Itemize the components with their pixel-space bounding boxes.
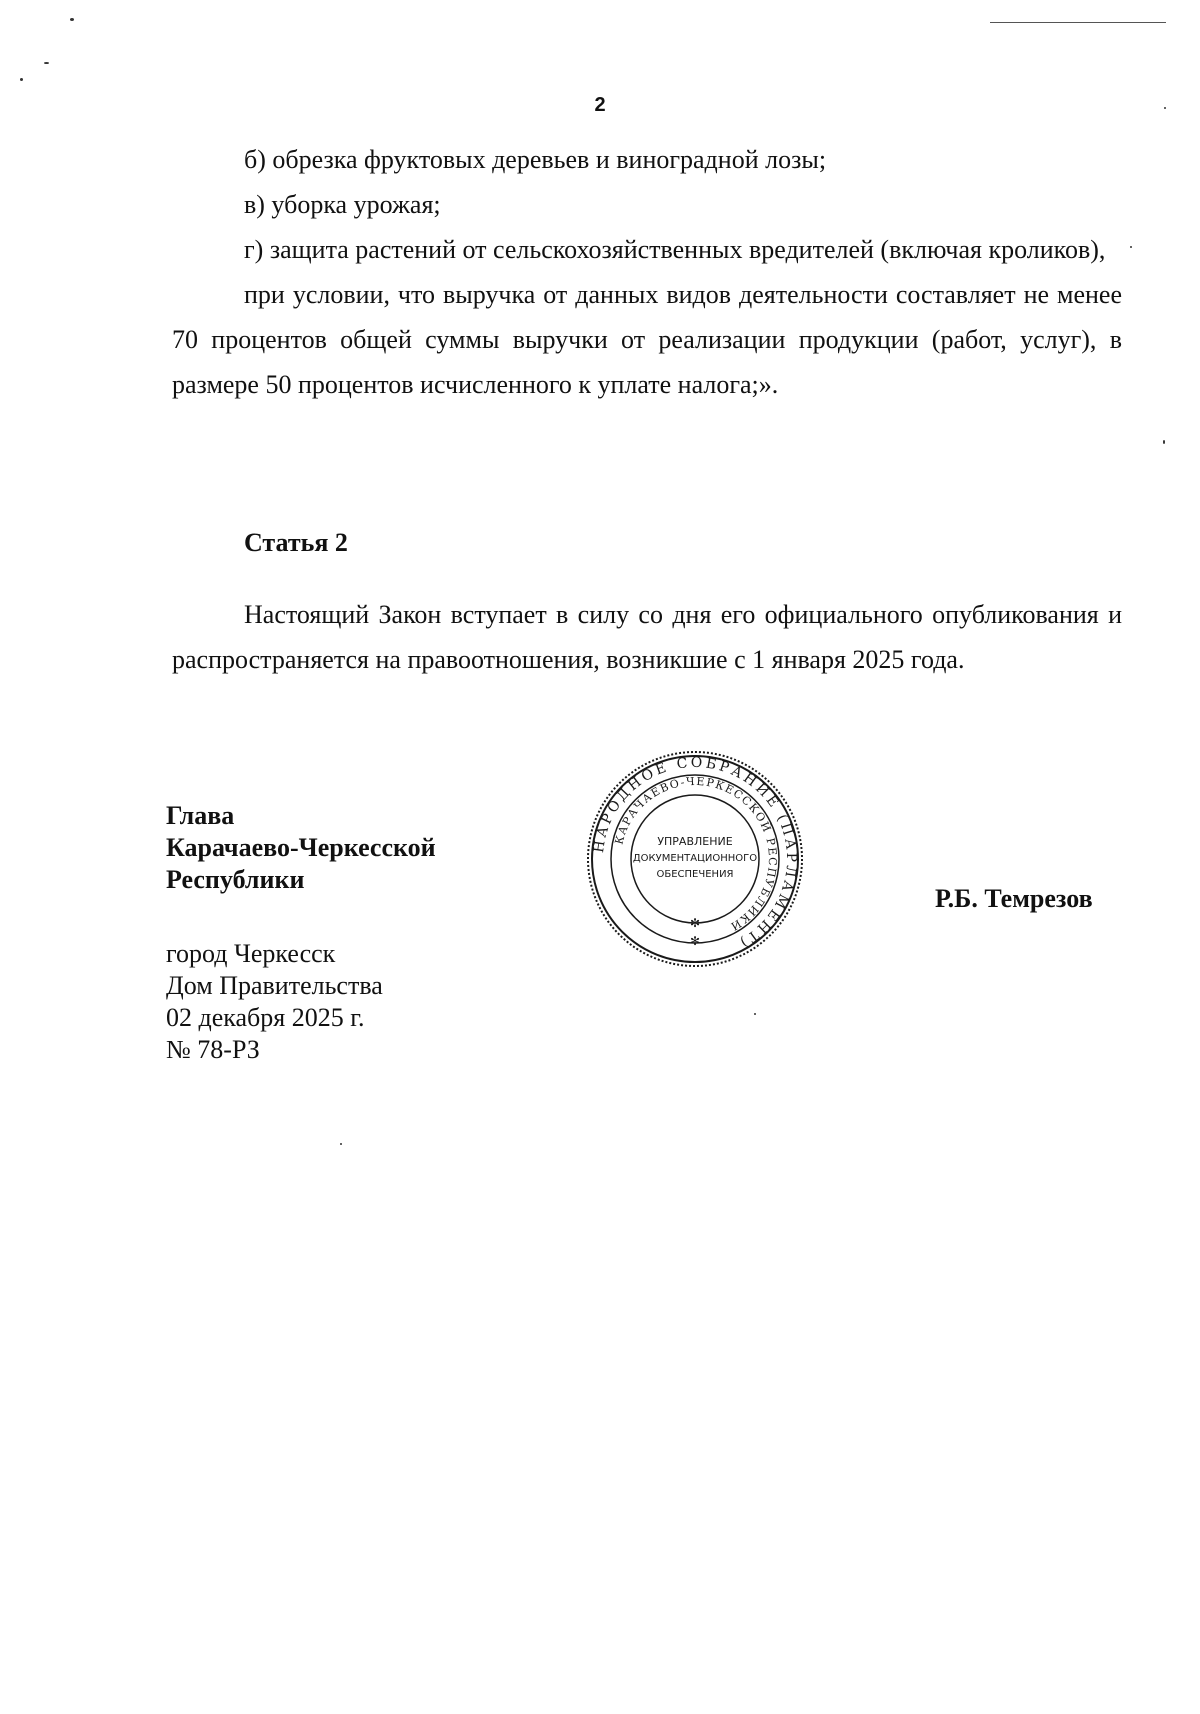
scan-speck (1164, 107, 1166, 109)
document-date: 02 декабря 2025 г. (166, 1003, 365, 1032)
signature-title (166, 800, 436, 896)
place-city: город Черкесск (166, 939, 336, 968)
stamp-outer-text: НАРОДНОЕ СОБРАНИЕ (ПАРЛАМЕНТ) (590, 754, 800, 952)
signature-title-line: Карачаево-Черкесской (166, 833, 436, 862)
stamp-star-icon: ✻ (689, 916, 701, 930)
article-text: Настоящий Закон вступает в силу со дня его официального опубликования и распространяется на правоотношения, возникшие с 1 января 2025 года. (172, 600, 1122, 674)
scan-speck (1130, 246, 1132, 248)
scan-artifact-line (990, 22, 1166, 23)
page-number: 2 (594, 94, 606, 116)
place-and-date (166, 938, 383, 1066)
signature-title-line: Республики (166, 865, 305, 894)
scan-speck (44, 62, 49, 64)
stamp-center-line: УПРАВЛЕНИЕ (657, 835, 733, 848)
stamp-center-line: ОБЕСПЕЧЕНИЯ (656, 869, 734, 880)
condition-paragraph: при условии, что выручка от данных видов деятельности составляет не менее 70 процентов общей суммы выручки от реализации продукции (работ, услуг), в размере 50 процентов исчисленного к уплате налога;». (172, 280, 1122, 399)
article-body (172, 592, 1122, 682)
scan-speck (340, 1143, 342, 1145)
list-item-g: г) защита растений от сельскохозяйственных вредителей (включая кроликов), (244, 235, 1106, 264)
list-block (172, 137, 1122, 407)
place-building: Дом Правительства (166, 971, 383, 1000)
signer-name: Р.Б. Темрезов (935, 884, 1093, 913)
list-item-b: б) обрезка фруктовых деревьев и виноградной лозы; (244, 145, 827, 174)
stamp-inner-text: КАРАЧАЕВО-ЧЕРКЕССКОЙ РЕСПУБЛИКИ (612, 774, 780, 934)
stamp-center-line: ДОКУМЕНТАЦИОННОГО (632, 853, 758, 864)
scan-speck (20, 78, 23, 81)
stamp-star-icon: ✻ (689, 934, 701, 948)
article-heading: Статья 2 (244, 528, 348, 557)
scan-speck (1163, 440, 1165, 444)
official-stamp (585, 749, 805, 969)
list-item-v: в) уборка урожая; (244, 190, 441, 219)
scan-speck (754, 1013, 756, 1015)
document-number: № 78-РЗ (166, 1035, 260, 1064)
scan-speck (70, 18, 74, 21)
signature-title-line: Глава (166, 801, 235, 830)
